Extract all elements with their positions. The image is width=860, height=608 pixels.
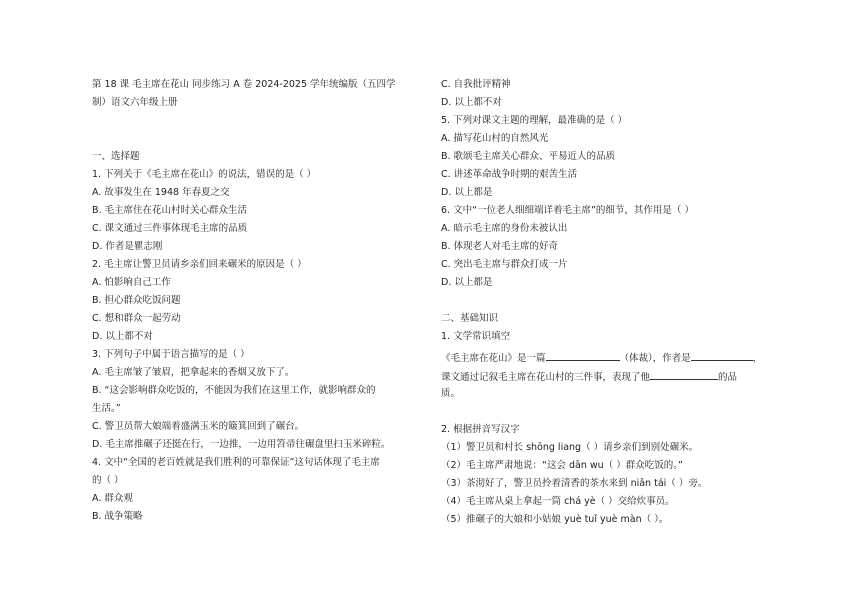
option-d: D. 以上都不对: [92, 331, 153, 342]
pinyin: chá yè: [564, 496, 596, 507]
fill-text: （体裁），作者是: [619, 353, 691, 364]
fill-line-2: [441, 369, 737, 384]
fill-text: 的品: [718, 372, 738, 383]
question-stem: 5. 下列对课文主题的理解，最准确的是（ ）: [441, 115, 628, 126]
pinyin-item: [441, 496, 675, 508]
question-stem: 6. 文中“一位老人细细端详着毛主席”的细节，其作用是（ ）: [441, 205, 694, 216]
question-stem: 4. 文中“全国的老百姓就是我们胜利的可靠保证”这句话体现了毛主席: [92, 457, 380, 468]
option-b: B. 担心群众吃饭问题: [92, 295, 181, 306]
option-b-continued: 生活。”: [92, 403, 121, 414]
option-a: A. 故事发生在 1948 年春夏之交: [92, 187, 230, 198]
option-b: B. 体现老人对毛主席的好奇: [441, 241, 559, 252]
pinyin: shōng liang: [526, 442, 582, 453]
pinyin-item: [441, 442, 698, 454]
quality-blank[interactable]: [650, 369, 718, 380]
option-d: D. 以上都不对: [441, 97, 502, 108]
item-text: （ ）。: [641, 514, 669, 525]
fill-line-1: [441, 350, 762, 365]
pinyin-question-title: 2. 根据拼音写汉字: [441, 424, 520, 435]
question-stem-continued: 的（ ）: [92, 475, 124, 486]
option-a: A. 毛主席皱了皱眉，把拿起来的香烟又放下了。: [92, 367, 295, 378]
item-text: （5）推碾子的大娘和小姑娘: [441, 514, 565, 525]
pinyin-item: [441, 478, 707, 490]
option-b: B. “这会影响群众吃饭的，不能因为我们在这里工作，就影响群众的: [92, 385, 376, 396]
item-text: （1）警卫员和村长: [441, 442, 527, 453]
option-a: A. 怕影响自己工作: [92, 277, 171, 288]
fill-line-3: 质。: [441, 388, 461, 399]
author-blank[interactable]: [691, 350, 753, 361]
fill-text: 《毛主席在花山》是一篇: [441, 353, 546, 364]
question-stem: 1. 下列关于《毛主席在花山》的说法，错误的是（ ）: [92, 169, 317, 180]
option-c: C. 想和群众一起劳动: [92, 313, 181, 324]
option-d: D. 作者是瞿志刚: [92, 241, 163, 252]
option-c: C. 课文通过三件事体现毛主席的品质: [92, 223, 248, 234]
option-d: D. 以上都是: [441, 187, 493, 198]
document-title-line-2: 制）语文六年级上册: [92, 97, 178, 108]
pinyin-item: [441, 460, 683, 472]
item-text: （ ）群众吃饭的。”: [603, 460, 683, 471]
section-heading-basics: 二、基础知识: [441, 313, 499, 324]
option-b: B. 战争策略: [92, 511, 143, 522]
fill-text: 课文通过记叙毛主席在花山村的三件事，表现了他: [441, 372, 651, 383]
fill-text: ，: [752, 353, 763, 364]
pinyin: niǎn tái: [630, 478, 667, 489]
item-text: （ ）请乡亲们到别处碾米。: [581, 442, 699, 453]
option-c: C. 自我批评精神: [441, 79, 511, 90]
item-text: （ ）旁。: [666, 478, 708, 489]
section-heading-choice: 一、选择题: [92, 151, 140, 162]
fill-question-title: 1. 文学常识填空: [441, 331, 511, 342]
item-text: （4）毛主席从桌上拿起一筒: [441, 496, 565, 507]
option-a: A. 群众观: [92, 493, 133, 504]
option-a: A. 暗示毛主席的身份未被认出: [441, 223, 568, 234]
option-b: B. 歌颂毛主席关心群众、平易近人的品质: [441, 151, 616, 162]
question-stem: 2. 毛主席让警卫员请乡亲们回来碾米的原因是（ ）: [92, 259, 307, 270]
option-c: C. 警卫员帮大娘端着盛满玉米的簸箕回到了碾台。: [92, 421, 305, 432]
item-text: （ ）交给炊事员。: [595, 496, 675, 507]
pinyin-item: [441, 514, 668, 526]
option-d: D. 毛主席推碾子还挺在行，一边推，一边用笤帚往碾盘里扫玉米碎粒。: [92, 439, 391, 450]
question-stem: 3. 下列句子中属于语言描写的是（ ）: [92, 349, 250, 360]
option-b: B. 毛主席住在花山村时关心群众生活: [92, 205, 248, 216]
item-text: （3）茶沏好了，警卫员拎着清香的茶水来到: [441, 478, 631, 489]
option-c: C. 讲述革命战争时期的艰苦生活: [441, 169, 578, 180]
pinyin: yuè tuǐ yuè màn: [564, 514, 642, 525]
genre-blank[interactable]: [546, 350, 620, 361]
item-text: （2）毛主席严肃地说：“这会: [441, 460, 569, 471]
document-title-line-1: 第 18 课 毛主席在花山 同步练习 A 卷 2024-2025 学年统编版（五四学: [92, 79, 396, 90]
option-a: A. 描写花山村的自然风光: [441, 133, 549, 144]
option-d: D. 以上都是: [441, 277, 493, 288]
pinyin: dān wu: [569, 460, 604, 471]
option-c: C. 突出毛主席与群众打成一片: [441, 259, 568, 270]
